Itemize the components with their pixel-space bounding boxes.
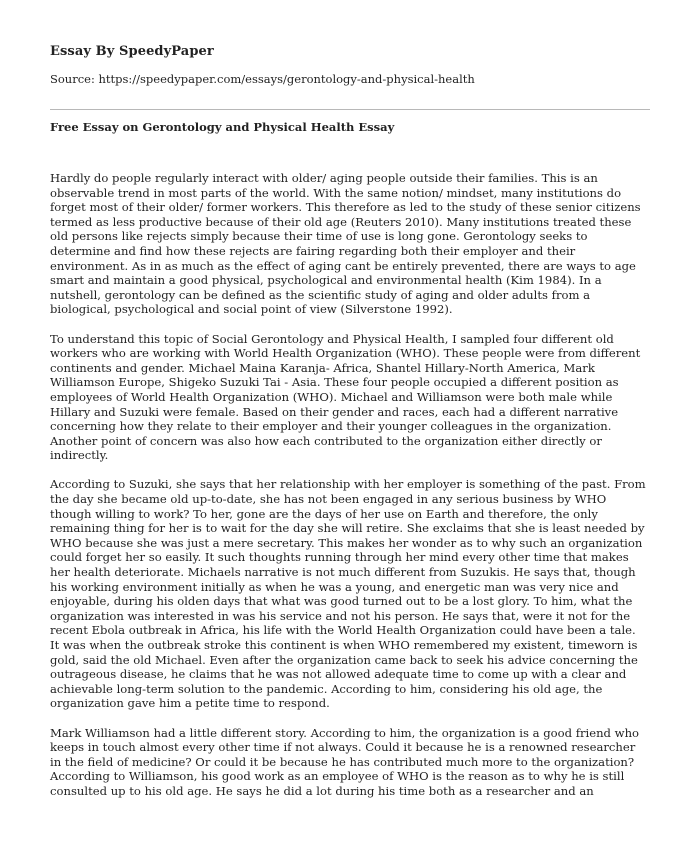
paragraph-line: biological, psychological and social point of view (Silverstone 1992).	[50, 302, 453, 317]
paragraph-line: keeps in touch almost every other time if not always. Could it because he is a renowned researcher	[50, 740, 636, 755]
essay-paragraph	[50, 726, 654, 799]
paragraph-line: observable trend in most parts of the world. With the same notion/ mindset, many institutions do	[50, 185, 622, 200]
paragraph-line: concerning how they relate to their employer and their younger colleagues in the organization.	[50, 419, 612, 434]
paragraph-line: organization gave him a petite time to respond.	[50, 696, 330, 711]
paragraph-line: environment. As in as much as the effect of aging cant be entirely prevented, there are ways to age	[50, 258, 636, 273]
paragraph-line: recent Ebola outbreak in Africa, his life with the World Health Organization could have been a tale.	[50, 623, 636, 638]
paragraph-line: her health deteriorate. Michaels narrative is not much different from Suzukis. He says that, though	[50, 565, 636, 580]
paragraph-line: Mark Williamson had a little different story. According to him, the organization is a good friend who	[50, 725, 640, 740]
paragraph-line: outrageous disease, he claims that he was not allowed adequate time to come up with a clear and	[50, 667, 627, 682]
paragraph-line: It was when the outbreak stroke this continent is when WHO remembered my existent, timeworn is	[50, 638, 638, 652]
paragraph-line: According to Suzuki, she says that her relationship with her employer is something of the past. From	[50, 477, 646, 492]
paragraph-line: enjoyable, during his olden days that what was good turned out to be a lost glory. To him, what the	[50, 594, 633, 609]
paragraph-line: achievable long-term solution to the pandemic. According to him, considering his old age, the	[50, 681, 603, 696]
paragraph-line: though willing to work? To her, gone are the days of her use on Earth and therefore, the only	[50, 506, 598, 521]
paragraph-line: determine and find how these rejects are fairing regarding both their employer and their	[50, 243, 576, 258]
paragraph-line: smart and maintain a good physical, psychological and environmental health (Kim 1984). In a	[50, 273, 602, 288]
paragraph-line: consulted up to his old age. He says he did a lot during his time both as a researcher and an	[50, 783, 594, 798]
paragraph-line: Hillary and Suzuki were female. Based on their gender and races, each had a different narrative	[50, 404, 619, 419]
essay-paragraph	[50, 171, 654, 317]
paragraph-line: termed as less productive because of their old age (Reuters 2010). Many institutions treated these	[50, 214, 632, 229]
essay-paragraph	[50, 477, 654, 711]
paragraph-line: employees of World Health Organization (WHO). Michael and Williamson were both male while	[50, 389, 613, 404]
paragraph-line: remaining thing for her is to wait for the day she will retire. She exclaims that she is least needed by	[50, 521, 645, 536]
paragraph-line: nutshell, gerontology can be defined as the scientific study of aging and older adults from a	[50, 287, 591, 302]
paragraph-line: Williamson Europe, Shigeko Suzuki Tai - Asia. These four people occupied a different position as	[50, 375, 619, 390]
paragraph-line: WHO because she was just a mere secretary. This makes her wonder as to why such an organization	[50, 535, 643, 550]
source-link[interactable]: Source: https://speedypaper.com/essays/gerontology-and-physical-health	[50, 72, 475, 86]
paragraph-line: could forget her so easily. It such thoughts running through her mind every other time that makes	[50, 550, 629, 565]
paragraph-line: gold, said the old Michael. Even after the organization came back to seek his advice concerning the	[50, 652, 638, 667]
essay-provider-title: Essay By SpeedyPaper	[50, 44, 214, 59]
paragraph-line: To understand this topic of Social Gerontology and Physical Health, I sampled four different old	[50, 331, 614, 346]
paragraph-line: indirectly.	[50, 448, 109, 463]
essay-paragraph	[50, 332, 654, 463]
paragraph-line: Hardly do people regularly interact with older/ aging people outside their families. This is an	[50, 171, 598, 185]
paragraph-line: in the field of medicine? Or could it be because he has contributed much more to the organization?	[50, 754, 635, 769]
paragraph-line: forget most of their older/ former workers. This therefore as led to the study of these senior citizens	[50, 200, 641, 215]
paragraph-line: continents and gender. Michael Maina Karanja- Africa, Shantel Hillary-North America, Mark	[50, 360, 595, 375]
essay-body	[50, 171, 654, 813]
header-divider	[50, 109, 650, 110]
paragraph-line: his working environment initially as when he was a young, and energetic man was very nice and	[50, 579, 619, 594]
paragraph-line: workers who are working with World Health Organization (WHO). These people were from different	[50, 346, 641, 361]
paragraph-line: old persons like rejects simply because their time of use is long gone. Gerontology seeks to	[50, 229, 588, 244]
essay-title: Free Essay on Gerontology and Physical Health Essay	[50, 120, 395, 134]
paragraph-line: According to Williamson, his good work as an employee of WHO is the reason as to why he is still	[50, 769, 625, 784]
paragraph-line: organization was interested in was his service and not his person. He says that, were it not for the	[50, 608, 631, 623]
paragraph-line: the day she became old up-to-date, she has not been engaged in any serious business by WHO	[50, 492, 607, 507]
paragraph-line: Another point of concern was also how each contributed to the organization either directly or	[50, 433, 602, 448]
